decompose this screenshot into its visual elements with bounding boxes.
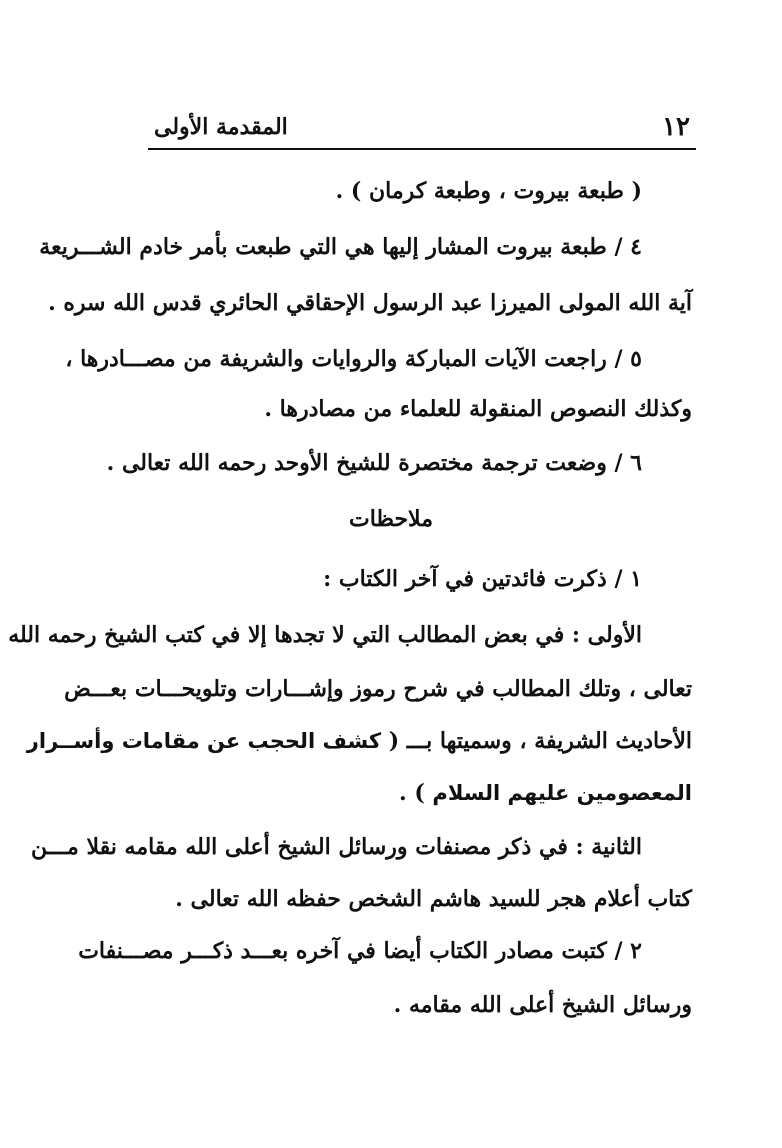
page-number: ١٢: [662, 112, 690, 142]
chapter-title: المقدمة الأولى: [154, 114, 288, 140]
page-header: [148, 108, 696, 150]
text-line: ٢ / كتبت مصادر الكتاب أيضا في آخره بعـــد ذكـــر مصـــنفات: [78, 938, 642, 964]
text-line: ١ / ذكرت فائدتين في آخر الكتاب :: [323, 566, 642, 592]
text-line: [92, 770, 692, 816]
text-line: الأولى : في بعض المطالب التي لا تجدها إلا في كتب الشيخ رحمه الله: [8, 622, 642, 648]
book-title-emphasis: المعصومين عليهم السلام: [432, 781, 692, 805]
text-line: ( طبعة بيروت ، وطبعة كرمان ) .: [335, 178, 642, 204]
text-fragment: الأحاديث الشريفة ، وسميتها بـــ (: [388, 728, 692, 754]
section-heading: ملاحظات: [349, 506, 433, 532]
text-line: وكذلك النصوص المنقولة للعلماء من مصادرها .: [264, 396, 692, 422]
text-line: ٦ / وضعت ترجمة مختصرة للشيخ الأوحد رحمه الله تعالى .: [106, 450, 642, 476]
text-line: كتاب أعلام هجر للسيد هاشم الشخص حفظه الله تعالى .: [175, 886, 692, 912]
text-line: الثانية : في ذكر مصنفات ورسائل الشيخ أعلى الله مقامه نقلا مـــن: [30, 834, 642, 860]
text-line: [26, 718, 692, 764]
text-line: ٥ / راجعت الآيات المباركة والروايات والشريفة من مصـــادرها ،: [65, 346, 642, 372]
text-line: تعالى ، وتلك المطالب في شرح رموز وإشـــارات وتلويحـــات بعـــض: [64, 676, 692, 702]
book-title-emphasis: كشف الحجب عن مقامات وأســرار: [26, 729, 382, 753]
text-line: ورسائل الشيخ أعلى الله مقامه .: [393, 992, 692, 1018]
text-fragment: ) .: [399, 780, 425, 806]
text-line: ٤ / طبعة بيروت المشار إليها هي التي طبعت بأمر خادم الشـــريعة: [39, 234, 642, 260]
text-line: آية الله المولى الميرزا عبد الرسول الإحقاقي الحائري قدس الله سره .: [48, 290, 692, 316]
